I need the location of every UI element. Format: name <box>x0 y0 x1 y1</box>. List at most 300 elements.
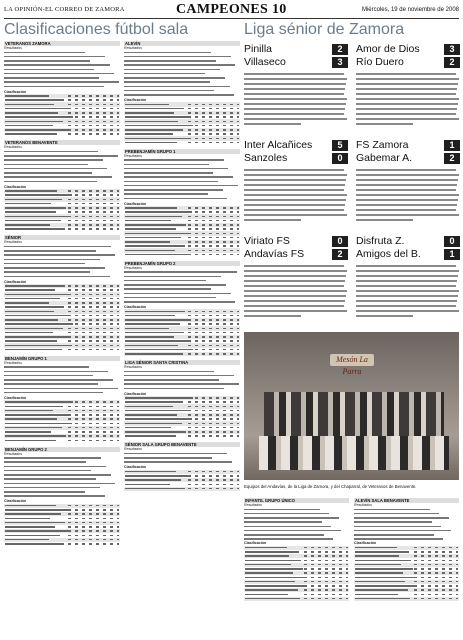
result-line <box>124 73 205 75</box>
report-line <box>244 280 345 282</box>
result-line <box>4 276 110 278</box>
report-line <box>244 123 301 125</box>
report-line <box>244 194 347 196</box>
report-line <box>356 199 458 201</box>
stats-line <box>304 564 348 566</box>
team-line <box>245 547 287 549</box>
stats-line <box>68 194 119 196</box>
result-line <box>4 263 85 265</box>
bottom-block <box>244 498 349 601</box>
report-line <box>244 209 344 211</box>
report-line <box>244 265 344 267</box>
home-score: 1 <box>444 140 460 151</box>
result-line <box>4 366 89 368</box>
result-line <box>4 52 85 54</box>
team-line <box>355 551 409 553</box>
match-results <box>244 43 459 330</box>
stats-line <box>68 440 119 442</box>
result-row <box>4 391 120 395</box>
results-label: Resultados <box>124 153 142 158</box>
stats-line <box>188 336 239 338</box>
result-line <box>4 259 100 261</box>
result-line <box>244 534 324 536</box>
result-line <box>4 250 96 252</box>
team-line <box>5 410 53 412</box>
stats-line <box>414 572 458 574</box>
report-line <box>244 285 344 287</box>
team-line <box>5 340 57 342</box>
team-line <box>5 112 58 114</box>
stats-line <box>68 410 119 412</box>
stats-line <box>188 427 239 429</box>
team-line <box>125 349 193 351</box>
team-line <box>245 560 301 562</box>
home-score: 3 <box>444 44 460 55</box>
team-line <box>355 560 411 562</box>
team-line <box>125 427 171 429</box>
stats-line <box>188 353 239 355</box>
stats-line <box>68 190 119 192</box>
report-line <box>244 199 346 201</box>
result-line <box>4 151 98 153</box>
result-row <box>124 300 240 304</box>
result-line <box>124 379 219 381</box>
team-line <box>5 319 58 321</box>
stats-line <box>188 471 239 473</box>
result-line <box>244 509 320 511</box>
team-line <box>125 423 182 425</box>
stats-line <box>68 345 119 347</box>
stats-line <box>188 475 239 477</box>
team-line <box>5 194 72 196</box>
stats-line <box>414 581 458 583</box>
report-line <box>356 83 458 85</box>
league-block <box>4 447 120 547</box>
stats-line <box>304 568 348 570</box>
stats-line <box>188 401 239 403</box>
team-line <box>5 414 68 416</box>
team-line <box>355 585 417 587</box>
stats-line <box>188 323 239 325</box>
stats-line <box>68 513 119 515</box>
result-line <box>124 276 221 278</box>
match-box <box>244 235 348 327</box>
stats-line <box>414 577 458 579</box>
team-line <box>5 526 55 528</box>
result-line <box>354 530 451 532</box>
result-line <box>4 254 115 256</box>
team-line <box>125 332 184 334</box>
standings-row <box>354 597 459 601</box>
report-line <box>356 280 457 282</box>
team-line <box>125 418 192 420</box>
stats-line <box>304 577 348 579</box>
report-line <box>356 305 456 307</box>
team-line <box>5 298 60 300</box>
stats-line <box>68 526 119 528</box>
report-line <box>356 295 458 297</box>
stats-line <box>188 340 239 342</box>
standings-row <box>124 352 240 356</box>
team-line <box>125 340 189 342</box>
stats-line <box>188 104 239 106</box>
league-block <box>4 140 120 231</box>
team-line <box>125 397 193 399</box>
stats-line <box>188 108 239 110</box>
result-line <box>4 487 100 489</box>
team-line <box>5 315 69 317</box>
team-line <box>125 241 170 243</box>
report-line <box>356 209 456 211</box>
result-line <box>124 90 214 92</box>
team-line <box>5 116 73 118</box>
team-line <box>5 220 61 222</box>
result-line <box>354 534 434 536</box>
stats-line <box>68 418 119 420</box>
team-line <box>5 285 65 287</box>
stats-line <box>304 572 348 574</box>
team-line <box>125 353 183 355</box>
team-line <box>5 530 70 532</box>
team-line <box>5 224 50 226</box>
result-line <box>4 164 88 166</box>
result-line <box>244 530 341 532</box>
report-line <box>356 214 459 216</box>
result-line <box>4 172 92 174</box>
team-line <box>125 245 185 247</box>
team-line <box>125 228 176 230</box>
league-title: VETERANOS BENAVENTE <box>4 140 120 145</box>
report-line <box>244 315 301 317</box>
team-line <box>5 431 51 433</box>
report-line <box>244 189 344 191</box>
stats-line <box>304 560 348 562</box>
team-line <box>125 410 188 412</box>
team-line <box>5 302 49 304</box>
team-line <box>125 319 190 321</box>
stats-line <box>68 509 119 511</box>
home-score: 0 <box>332 236 348 247</box>
result-line <box>354 513 439 515</box>
team-line <box>5 401 73 403</box>
stats-line <box>68 211 119 213</box>
result-line <box>4 56 105 58</box>
report-line <box>244 290 347 292</box>
stats-line <box>414 564 458 566</box>
report-line <box>356 290 459 292</box>
away-score: 3 <box>332 57 348 68</box>
league-title: LIGA SÉNIOR SANTA CRISTINA <box>124 360 240 365</box>
results-label: Resultados <box>4 46 22 50</box>
result-line <box>4 491 85 493</box>
team-line <box>5 203 51 205</box>
stats-line <box>188 406 239 408</box>
result-line <box>4 375 93 377</box>
team-line <box>125 129 183 131</box>
standings-label: Clasificación <box>4 395 27 400</box>
team-line <box>5 125 53 127</box>
team-line <box>5 294 70 296</box>
result-line <box>124 69 220 71</box>
result-line <box>244 526 331 528</box>
result-line <box>4 86 104 88</box>
stats-line <box>68 311 119 313</box>
result-line <box>124 164 209 166</box>
stats-line <box>188 254 239 256</box>
report-line <box>356 169 456 171</box>
league-block <box>124 261 240 356</box>
result-line <box>4 246 111 248</box>
stats-line <box>304 547 348 549</box>
team-line <box>245 568 303 570</box>
standings-label: Clasificación <box>4 279 27 284</box>
stats-line <box>188 319 239 321</box>
standings-row <box>4 542 120 546</box>
team-line <box>5 535 60 537</box>
standings-row <box>124 487 240 491</box>
bottom-block <box>354 498 459 601</box>
page-header <box>4 3 459 19</box>
stats-line <box>414 555 458 557</box>
stats-line <box>188 138 239 140</box>
result-line <box>4 461 86 463</box>
team-line <box>245 585 307 587</box>
team-line <box>355 568 413 570</box>
result-row <box>4 274 120 278</box>
stats-line <box>414 598 458 600</box>
stats-line <box>188 112 239 114</box>
stats-line <box>68 108 119 110</box>
result-row <box>124 93 240 97</box>
team-line <box>125 224 186 226</box>
result-line <box>124 56 231 58</box>
result-line <box>244 513 329 515</box>
team-line <box>245 555 289 557</box>
result-line <box>124 94 234 96</box>
league-title: ALEVÍN <box>124 41 240 46</box>
team-line <box>5 306 64 308</box>
result-line <box>244 521 322 523</box>
result-line <box>4 478 96 480</box>
results-label: Resultados <box>4 145 22 150</box>
report-line <box>356 189 456 191</box>
home-team: Disfruta Z. <box>356 235 405 247</box>
result-line <box>124 60 216 62</box>
home-score: 0 <box>444 236 460 247</box>
standings-label: Clasificación <box>4 89 27 94</box>
away-score: 0 <box>332 153 348 164</box>
home-score: 5 <box>332 140 348 151</box>
league-title: BENJAMÍN GRUPO 2 <box>4 447 120 452</box>
middle-column <box>124 41 240 470</box>
stats-line <box>68 539 119 541</box>
home-score: 2 <box>332 44 348 55</box>
result-line <box>354 538 443 540</box>
result-line <box>4 379 113 381</box>
report-line <box>356 98 459 100</box>
stats-line <box>188 241 239 243</box>
stats-line <box>68 302 119 304</box>
team-line <box>125 435 176 437</box>
bottom-tables <box>244 498 459 638</box>
team-line <box>5 440 56 442</box>
home-team: Inter Alcañices <box>244 139 313 151</box>
stats-line <box>188 233 239 235</box>
team-line <box>125 233 191 235</box>
team-line <box>5 211 56 213</box>
team-line <box>125 311 185 313</box>
report-line <box>244 310 347 312</box>
stats-line <box>68 340 119 342</box>
report-line <box>356 174 459 176</box>
stats-line <box>68 518 119 520</box>
standings-row <box>4 438 120 442</box>
report-line <box>356 270 459 272</box>
team-line <box>5 228 65 230</box>
team-line <box>5 406 63 408</box>
standings-row <box>4 132 120 136</box>
report-line <box>244 295 346 297</box>
team-line <box>5 505 56 507</box>
report-line <box>244 98 347 100</box>
players-front-row <box>244 436 459 480</box>
stats-line <box>188 479 239 481</box>
result-row <box>244 537 349 541</box>
result-line <box>124 284 226 286</box>
result-line <box>4 383 98 385</box>
team-line <box>355 589 408 591</box>
standings-label: Clasificación <box>4 184 27 189</box>
team-line <box>125 345 178 347</box>
standings-row <box>124 434 240 438</box>
liga-senior-heading: Liga sénior de Zamora <box>244 21 405 38</box>
bottom-results-label: Resultados <box>354 503 372 507</box>
stats-line <box>414 568 458 570</box>
stats-line <box>68 95 119 97</box>
team-line <box>125 125 193 127</box>
league-block <box>4 235 120 352</box>
result-line <box>244 538 333 540</box>
team-line <box>5 323 73 325</box>
report-line <box>244 83 346 85</box>
players-back-row <box>244 392 459 437</box>
team-line <box>5 513 61 515</box>
team-line <box>5 543 64 545</box>
home-team: Pinilla <box>244 43 273 55</box>
stats-line <box>68 129 119 131</box>
report-line <box>244 179 346 181</box>
team-line <box>125 254 190 256</box>
stats-line <box>414 560 458 562</box>
team-line <box>5 345 72 347</box>
result-line <box>354 509 430 511</box>
result-line <box>4 168 107 170</box>
team-line <box>125 484 170 486</box>
stats-line <box>414 551 458 553</box>
away-team: Villaseco <box>244 56 286 68</box>
stats-line <box>188 211 239 213</box>
team-line <box>355 564 401 566</box>
result-line <box>4 267 105 269</box>
team-line <box>5 99 64 101</box>
team-line <box>125 315 175 317</box>
result-line <box>4 73 114 75</box>
team-photo <box>244 332 459 480</box>
team-line <box>5 509 71 511</box>
stats-line <box>68 112 119 114</box>
results-label: Resultados <box>4 360 22 365</box>
team-line <box>5 328 63 330</box>
away-team: Andavías FS <box>244 248 305 260</box>
result-line <box>124 185 238 187</box>
result-row <box>4 494 120 498</box>
team-line <box>5 427 62 429</box>
standings-label: Clasificación <box>124 201 147 206</box>
stats-line <box>188 431 239 433</box>
stats-line <box>68 116 119 118</box>
meson-sign: Mesón La Parra <box>330 354 374 366</box>
result-line <box>4 483 115 485</box>
team-line <box>125 112 174 114</box>
away-score: 1 <box>444 249 460 260</box>
result-line <box>124 189 223 191</box>
result-line <box>354 521 432 523</box>
result-line <box>4 60 90 62</box>
result-line <box>124 193 208 195</box>
result-line <box>4 392 103 394</box>
report-line <box>356 78 459 80</box>
stats-line <box>68 228 119 230</box>
standings-row <box>4 227 120 231</box>
report-line <box>356 123 413 125</box>
stats-line <box>188 435 239 437</box>
left-column <box>4 41 120 639</box>
result-line <box>124 383 239 385</box>
team-line <box>5 418 57 420</box>
stats-line <box>68 349 119 351</box>
result-line <box>124 172 213 174</box>
stats-line <box>68 306 119 308</box>
away-score: 2 <box>444 153 460 164</box>
report-line <box>356 204 457 206</box>
away-score: 2 <box>332 249 348 260</box>
team-line <box>245 581 295 583</box>
result-line <box>354 526 441 528</box>
report-line <box>356 285 456 287</box>
result-line <box>4 159 103 161</box>
stats-line <box>188 397 239 399</box>
bottom-title: ALEVÍN SALA BENAVENTE <box>354 498 459 503</box>
report-line <box>244 275 346 277</box>
result-line <box>124 168 228 170</box>
bottom-title: INFANTIL GRUPO ÚNICO <box>244 498 349 503</box>
stats-line <box>68 401 119 403</box>
result-line <box>4 371 108 373</box>
result-line <box>124 301 235 303</box>
stats-line <box>188 125 239 127</box>
team-line <box>245 594 288 596</box>
stats-line <box>188 484 239 486</box>
team-line <box>125 220 171 222</box>
team-line <box>245 577 305 579</box>
team-line <box>125 211 192 213</box>
stats-line <box>68 427 119 429</box>
league-title: SÉNIOR SALA GRUPO BENAVENTE <box>124 442 240 447</box>
stats-line <box>68 332 119 334</box>
team-line <box>5 95 49 97</box>
league-block <box>124 149 240 257</box>
team-line <box>5 108 69 110</box>
